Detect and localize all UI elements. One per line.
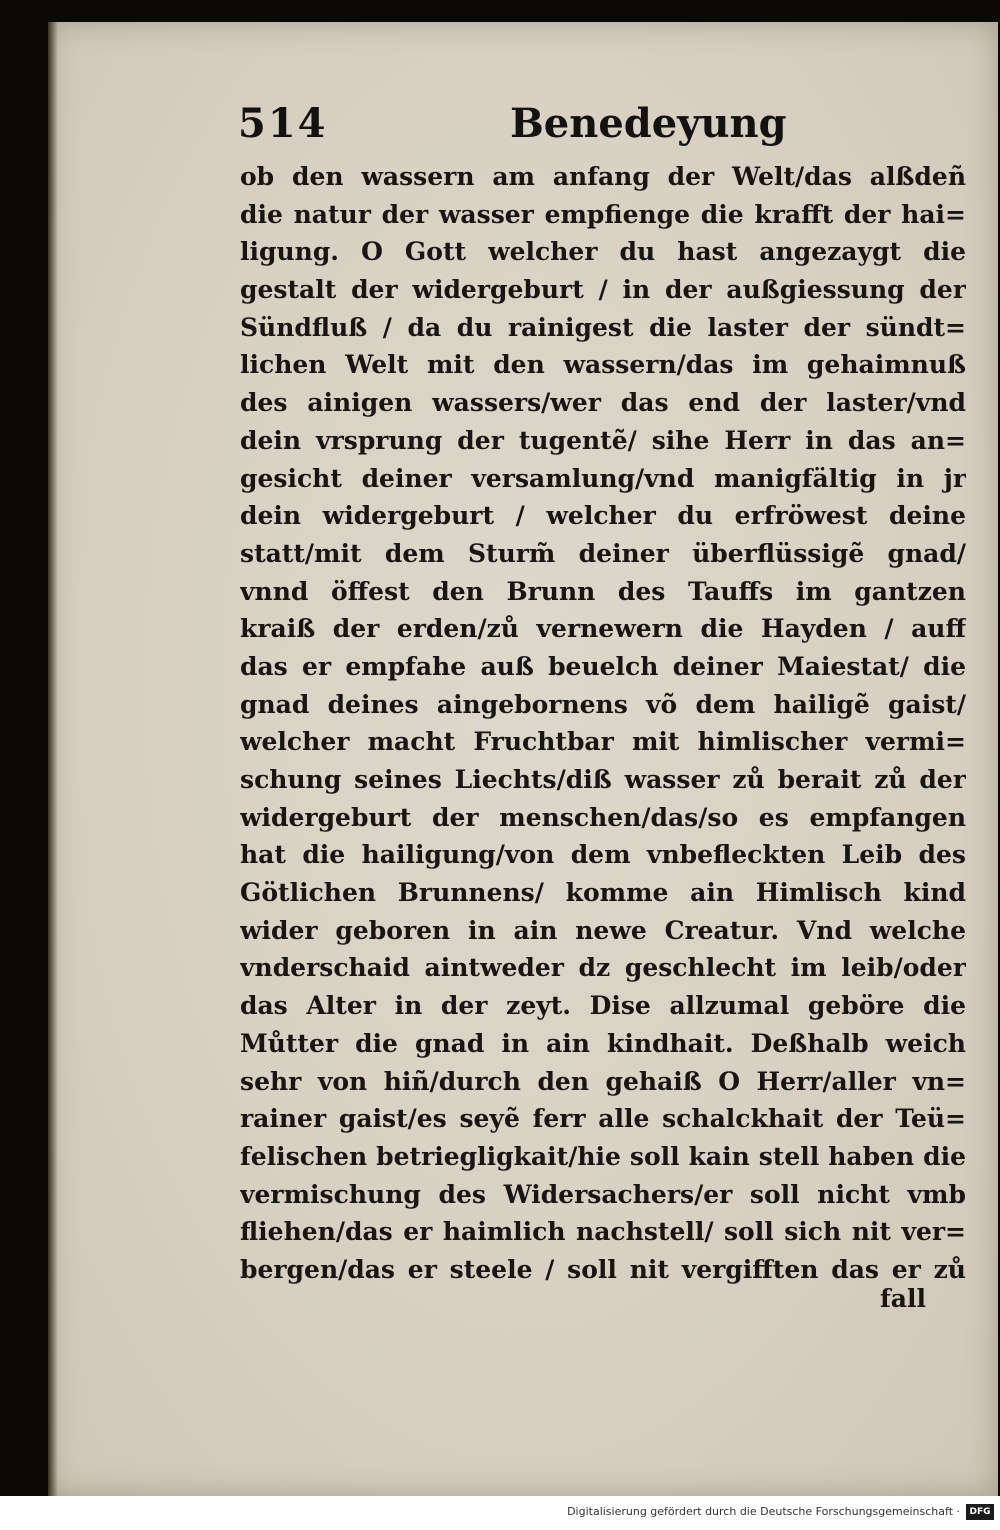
- catchword: fall: [880, 1284, 926, 1313]
- footer-bar: [0, 1496, 1000, 1530]
- page-number: 514: [238, 100, 328, 147]
- text-line: Můtter die gnad in ain kindhait. Deßhalb weich: [240, 1028, 966, 1058]
- text-line: ob den wassern am anfang der Welt/das alßdeñ: [240, 162, 966, 191]
- text-line: Sündfluß / da du rainigest die laster der sündt=: [240, 312, 966, 342]
- text-line: widergeburt der menschen/das/so es empfangen: [240, 802, 966, 832]
- text-line: sehr von hiñ/durch den gehaiß O Herr/aller vn=: [240, 1066, 966, 1096]
- text-line: statt/mit dem Sturm̃ deiner überflüssigẽ gnad/: [240, 538, 966, 568]
- text-line: das er empfahe auß beuelch deiner Maiestat/ die: [240, 651, 966, 681]
- text-line: schung seines Liechts/diß wasser zů berait zů der: [240, 765, 966, 794]
- dfg-logo-icon: DFG: [966, 1504, 994, 1520]
- text-line: vnnd öffest den Brunn des Tauffs im gantzen: [240, 576, 966, 606]
- page-header: [238, 100, 787, 152]
- text-line: gnad deines aingebornens võ dem hailigẽ gaist/: [240, 689, 966, 719]
- text-line: das Alter in der zeyt. Dise allzumal geböre die: [240, 991, 966, 1021]
- text-line: gestalt der widergeburt / in der außgiessung der: [240, 275, 966, 305]
- text-line: wider geboren in ain newe Creatur. Vnd welche: [240, 915, 966, 945]
- text-line: vnderschaid aintweder dz geschlecht im leib/oder: [240, 953, 966, 983]
- text-line: felischen betriegligkait/hie soll kain stell haben die: [240, 1141, 966, 1171]
- funding-note: Digitalisierung gefördert durch die Deutsche Forschungsgemeinschaft ·: [567, 1505, 960, 1518]
- text-line: rainer gaist/es seyẽ ferr alle schalckhait der Teü=: [240, 1104, 966, 1134]
- text-line: vermischung des Widersachers/er soll nicht vmb: [240, 1179, 966, 1209]
- text-line: die natur der wasser empfienge die krafft der hai=: [240, 199, 966, 229]
- text-line: ligung. O Gott welcher du hast angezaygt die: [240, 237, 966, 267]
- text-line: gesicht deiner versamlung/vnd manigfältig in jr: [240, 463, 966, 493]
- text-line: welcher macht Fruchtbar mit himlischer vermi=: [240, 727, 966, 757]
- text-line: kraiß der erden/zů vernewern die Hayden / auff: [240, 614, 966, 644]
- text-line: dein vrsprung der tugentẽ/ sihe Herr in das an=: [240, 425, 966, 455]
- text-line: bergen/das er steele / soll nit vergifften das er zů: [240, 1254, 966, 1284]
- text-line: hat die hailigung/von dem vnbefleckten Leib des: [240, 840, 966, 870]
- text-line: des ainigen wassers/wer das end der laster/vnd: [240, 388, 966, 418]
- text-line: lichen Welt mit den wassern/das im gehaimnuß: [240, 350, 966, 380]
- text-line: fliehen/das er haimlich nachstell/ soll sich nit ver=: [240, 1217, 966, 1247]
- text-line: Götlichen Brunnens/ komme ain Himlisch kind: [240, 878, 966, 908]
- text-line: dein widergeburt / welcher du erfröwest deine: [240, 501, 966, 531]
- body-text: [240, 158, 966, 1289]
- running-head: Benedeyung: [510, 100, 787, 147]
